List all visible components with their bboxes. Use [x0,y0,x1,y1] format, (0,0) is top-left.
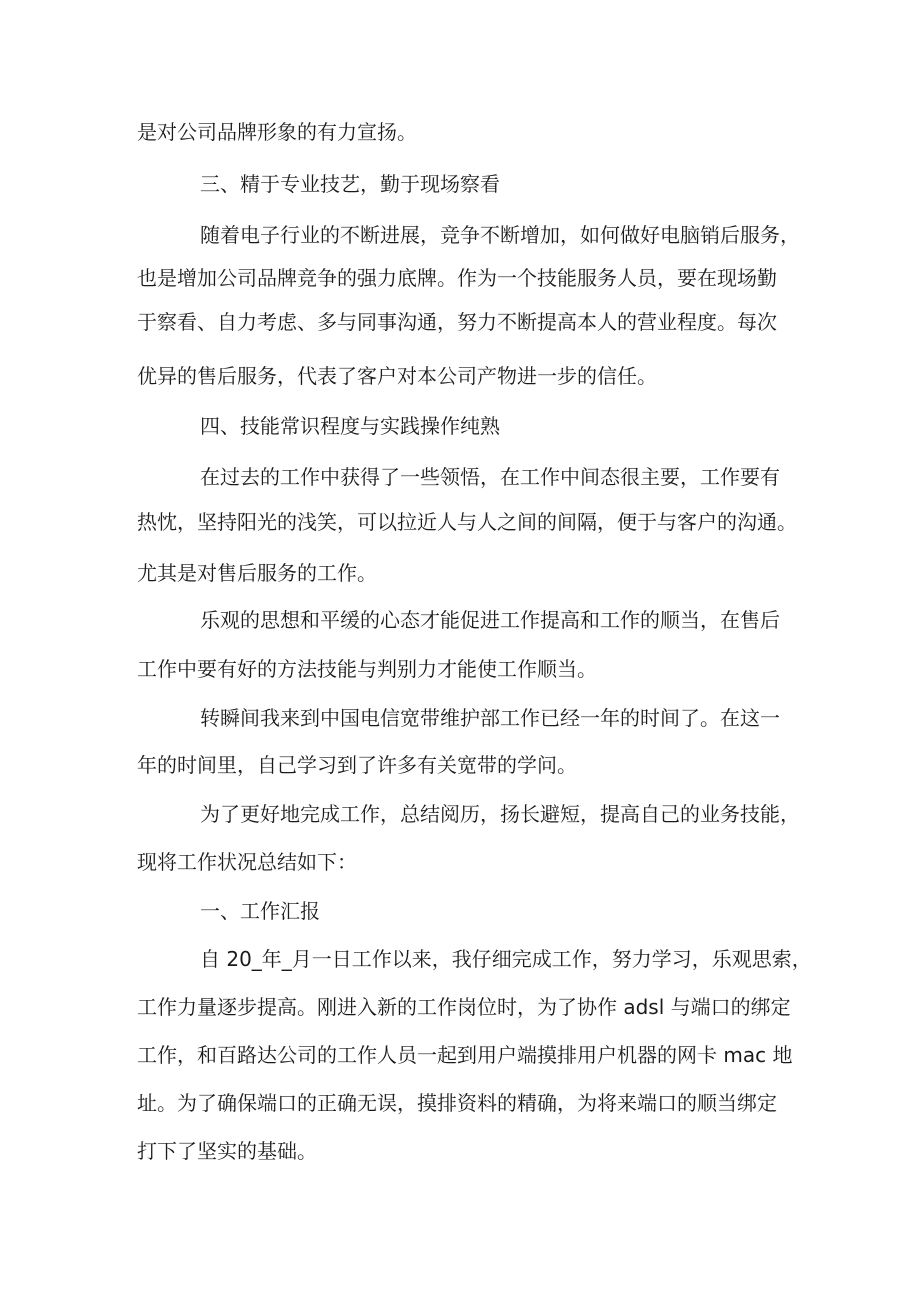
text-line: 址。为了确保端口的正确无误，摸排资料的精确，为将来端口的顺当绑定 [137,1091,777,1115]
text-line: 转瞬间我来到中国电信宽带维护部工作已经一年的时间了。在这一 [200,706,780,730]
section-heading: 四、技能常识程度与实践操作纯熟 [200,414,500,438]
text-line: 自 20_年_月一日工作以来，我仔细完成工作，努力学习，乐观思索， [200,947,812,971]
text-line: 打下了坚实的基础。 [137,1139,317,1163]
text-line: 随着电子行业的不断进展，竞争不断增加，如何做好电脑销后服务， [200,223,800,247]
text-line: 在过去的工作中获得了一些领悟，在工作中间态很主要，工作要有 [200,465,780,489]
text-line: 尤其是对售后服务的工作。 [137,561,377,585]
text-line: 工作，和百路达公司的工作人员一起到用户端摸排用户机器的网卡 mac 地 [137,1043,793,1067]
text-line: 乐观的思想和平缓的心态才能促进工作提高和工作的顺当，在售后 [200,608,780,632]
section-heading: 三、精于专业技艺，勤于现场察看 [200,172,500,196]
text-line: 现将工作状况总结如下： [137,850,357,874]
text-line: 为了更好地完成工作，总结阅历，扬长避短，提高自己的业务技能， [200,802,800,826]
text-line: 工作中要有好的方法技能与判别力才能使工作顺当。 [137,657,597,681]
text-line: 热忱，坚持阳光的浅笑，可以拉近人与人之间的间隔，便于与客户的沟通。 [137,510,797,534]
text-line: 年的时间里，自己学习到了许多有关宽带的学问。 [137,753,577,777]
text-line: 工作力量逐步提高。刚进入新的工作岗位时，为了协作 adsl 与端口的绑定 [137,995,791,1019]
text-line: 也是增加公司品牌竞争的强力底牌。作为一个技能服务人员，要在现场勤 [137,266,777,290]
text-line: 优异的售后服务，代表了客户对本公司产物进一步的信任。 [137,364,657,388]
section-heading: 一、工作汇报 [200,899,320,923]
text-line: 是对公司品牌形象的有力宣扬。 [137,120,417,144]
text-line: 于察看、自力考虑、多与同事沟通，努力不断提高本人的营业程度。每次 [137,310,777,334]
